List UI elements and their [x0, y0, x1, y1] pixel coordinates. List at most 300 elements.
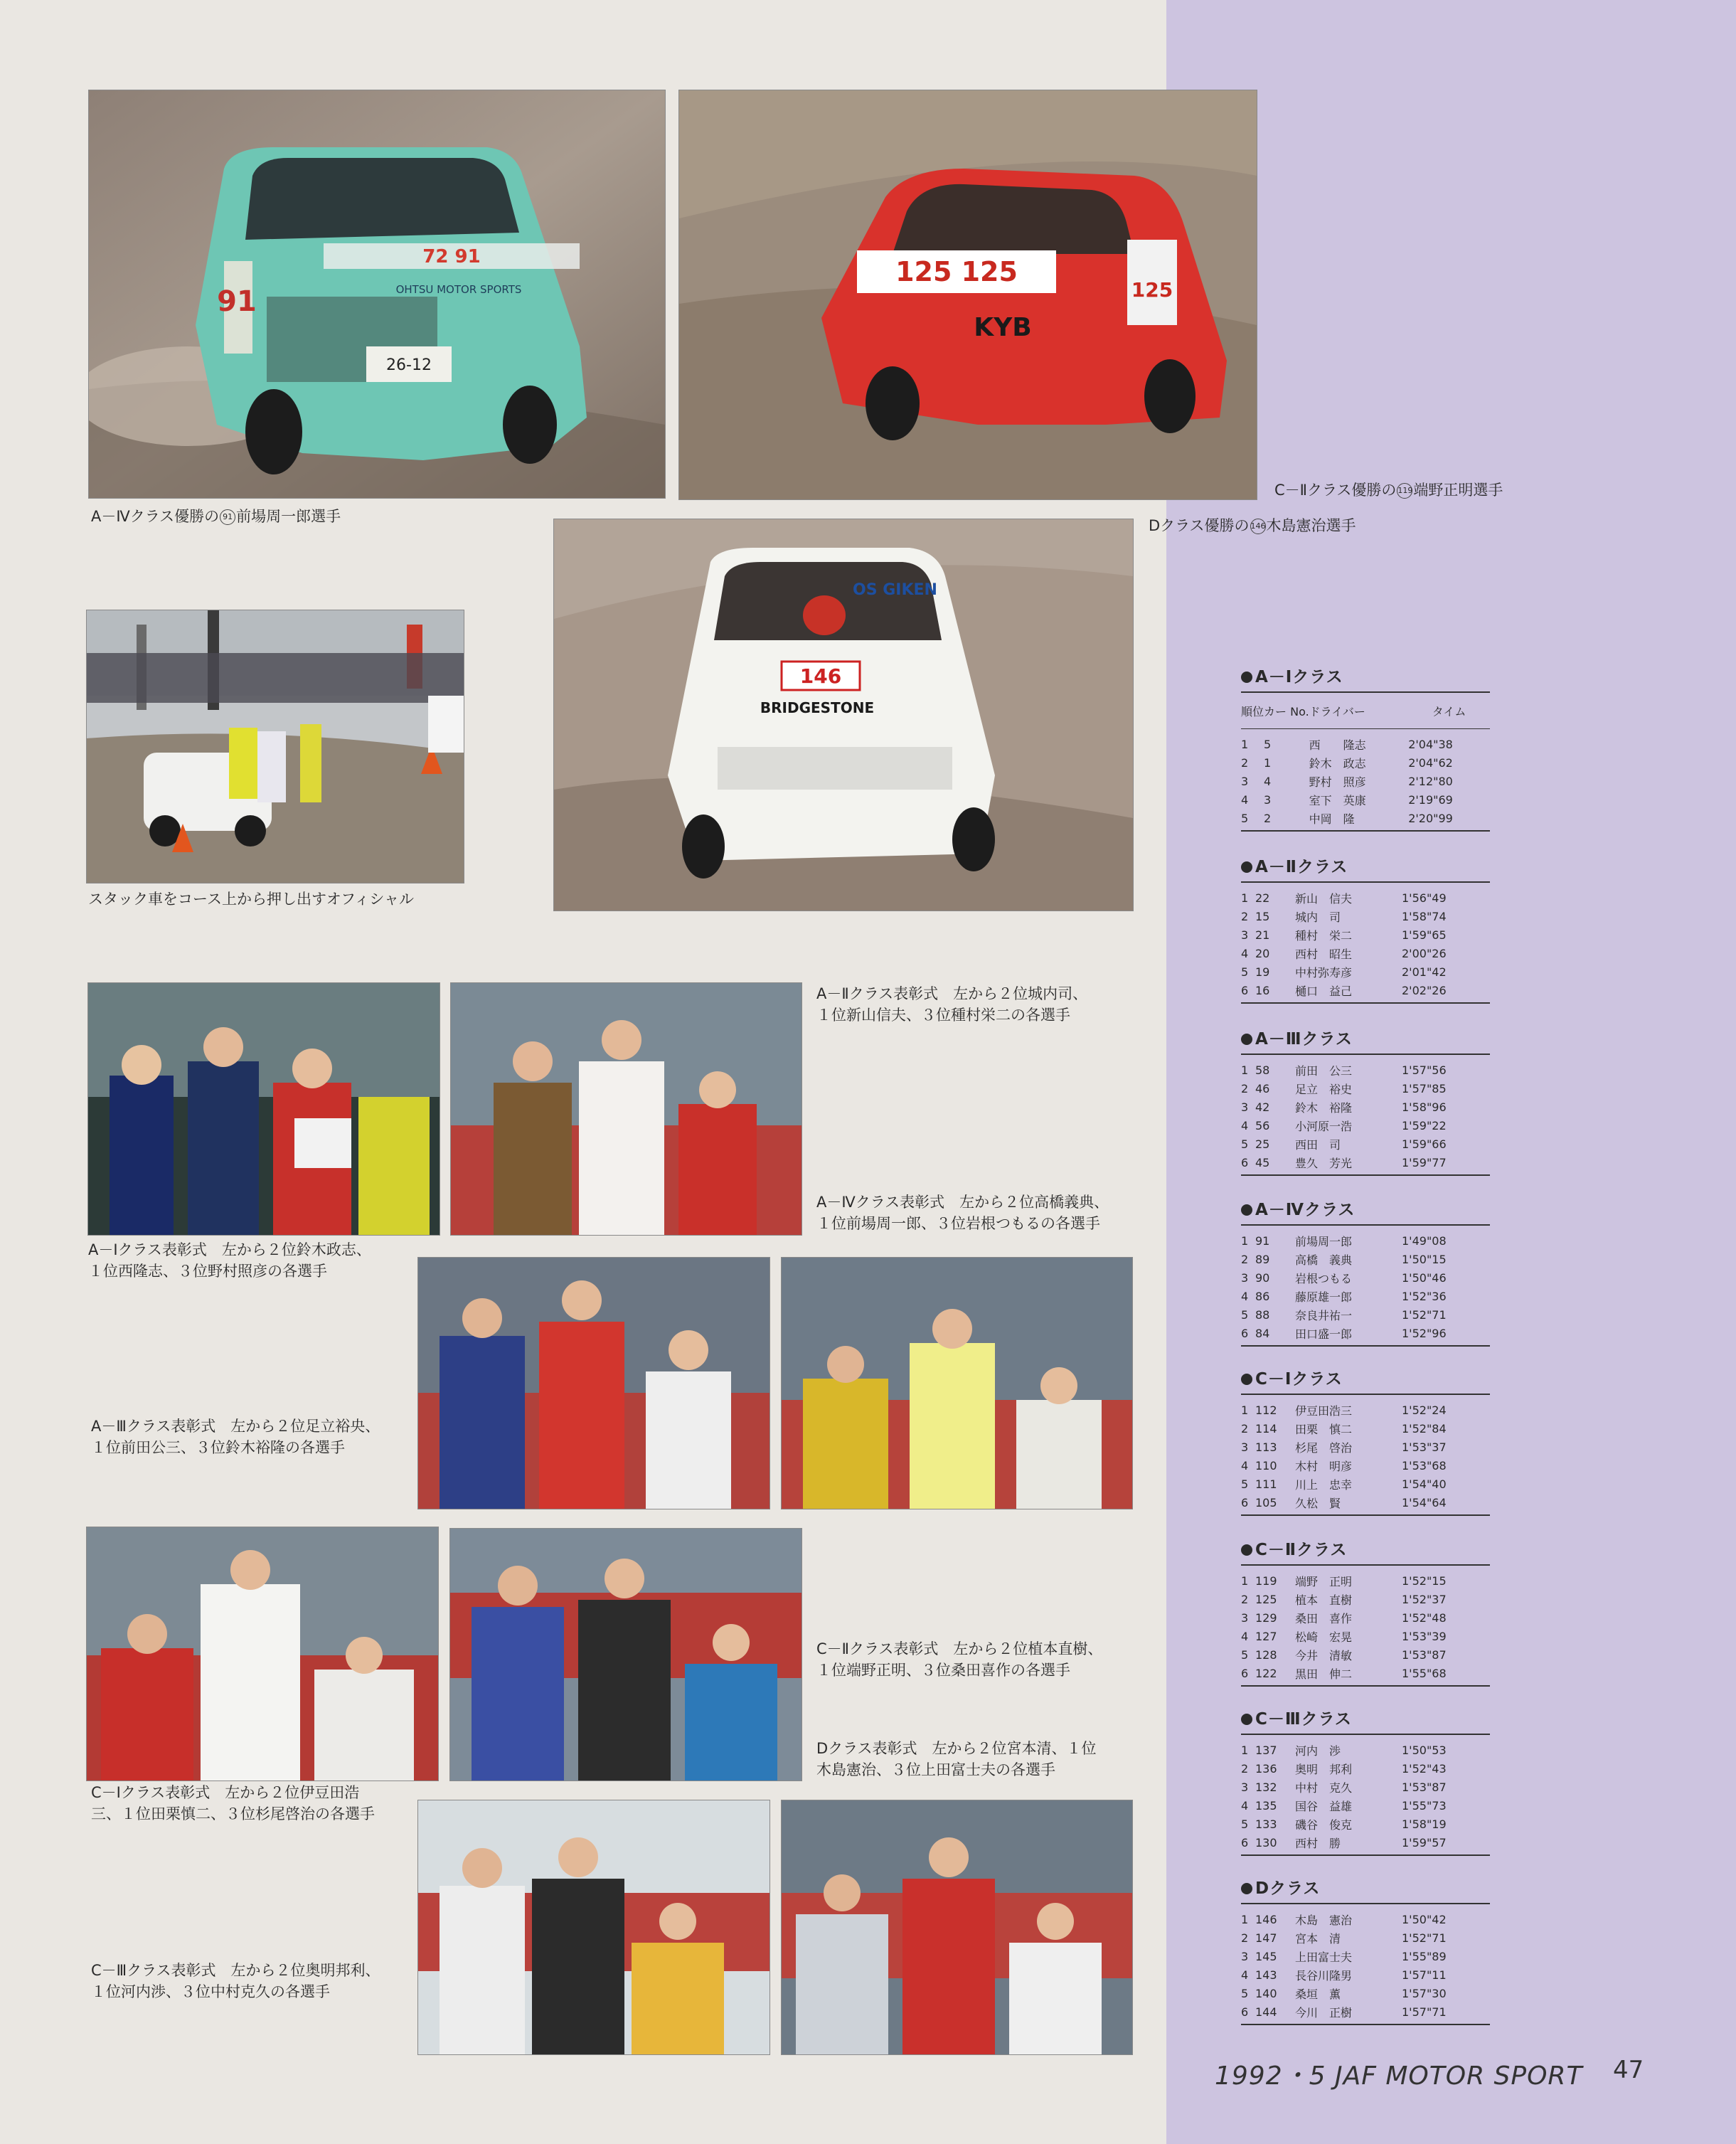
- cell-pos: 3: [1241, 774, 1249, 788]
- cell-tm: 1'59"66: [1402, 1137, 1447, 1151]
- cell-dr: 川上 忠幸: [1295, 1477, 1353, 1492]
- cell-tm: 1'52"84: [1402, 1421, 1447, 1435]
- cell-no: 20: [1255, 946, 1270, 960]
- table-row: [1241, 1135, 1490, 1153]
- table-row: [1241, 1419, 1490, 1438]
- cell-no: 145: [1255, 1949, 1277, 1963]
- cell-dr: 奥明 邦利: [1295, 1762, 1353, 1776]
- results-table: [1241, 1224, 1490, 1347]
- results-class-4: [1241, 1366, 1490, 1516]
- car-number-badge: 91: [220, 509, 235, 525]
- cell-pos: 2: [1241, 755, 1249, 770]
- class-title: A－Ⅲクラス: [1241, 1026, 1490, 1049]
- results-class-0: [1241, 664, 1490, 832]
- cell-tm: 2'02"26: [1402, 983, 1447, 997]
- cell-tm: 1'54"64: [1402, 1495, 1447, 1509]
- cell-pos: 4: [1241, 1629, 1249, 1643]
- cell-pos: 4: [1241, 792, 1249, 807]
- cell-dr: 鈴木 政志: [1309, 756, 1366, 770]
- cell-no: 84: [1255, 1326, 1270, 1340]
- cell-tm: 1'52"96: [1402, 1326, 1447, 1340]
- cell-dr: 木島 憲治: [1295, 1913, 1353, 1927]
- cell-no: 42: [1255, 1100, 1270, 1114]
- cell-tm: 2'04"38: [1408, 737, 1453, 751]
- cell-pos: 3: [1241, 1270, 1249, 1285]
- caption-a1-podium: A－Ⅰクラス表彰式 左から２位鈴木政志、 １位西隆志、３位野村照彦の各選手: [88, 1241, 371, 1280]
- cell-dr: 端野 正明: [1295, 1574, 1353, 1588]
- cell-pos: 6: [1241, 2005, 1249, 2019]
- cell-dr: 田栗 慎二: [1295, 1422, 1353, 1436]
- cell-pos: 2: [1241, 1761, 1249, 1776]
- table-row: [1241, 1394, 1490, 1419]
- cell-no: 19: [1255, 965, 1270, 979]
- table-row: [1241, 1928, 1490, 1947]
- cell-pos: 6: [1241, 1835, 1249, 1850]
- svg-text:26-12: 26-12: [386, 356, 432, 374]
- cell-no: 90: [1255, 1270, 1270, 1285]
- caption-d-winner: Dクラス優勝の 146木島憲治選手: [1149, 517, 1356, 534]
- caption-c2-winner: C－Ⅱクラス優勝の 119端野正明選手: [1274, 482, 1503, 499]
- cell-tm: 1'50"42: [1402, 1912, 1447, 1926]
- header-cell: タイム: [1432, 704, 1466, 718]
- cell-no: 136: [1255, 1761, 1277, 1776]
- caption-c1-podium: C－Ⅰクラス表彰式 左から２位伊豆田浩 三、１位田栗慎二、３位杉尾啓治の各選手: [91, 1784, 375, 1822]
- cell-dr: 西 隆志: [1309, 738, 1366, 752]
- car-number-badge: 119: [1397, 483, 1412, 499]
- cell-pos: 5: [1241, 1647, 1249, 1662]
- class-title: C－Ⅲクラス: [1241, 1706, 1490, 1729]
- cell-dr: 豊久 芳光: [1295, 1156, 1353, 1170]
- table-row: [1241, 1965, 1490, 1984]
- cell-tm: 1'52"71: [1402, 1931, 1447, 1945]
- cell-pos: 1: [1241, 1912, 1249, 1926]
- photo-stuck-car-officials: [86, 610, 464, 883]
- cell-pos: 5: [1241, 1307, 1249, 1322]
- cell-no: 56: [1255, 1118, 1270, 1132]
- cell-pos: 1: [1241, 1403, 1249, 1417]
- results-table: [1241, 691, 1490, 832]
- photo-d-podium: [781, 1800, 1133, 2055]
- photo-c3-podium: [417, 1800, 770, 2055]
- cell-no: 127: [1255, 1629, 1277, 1643]
- table-row: [1241, 1268, 1490, 1287]
- svg-text:125 125: 125 125: [895, 256, 1018, 287]
- table-row: [1241, 1116, 1490, 1135]
- cell-no: 16: [1255, 983, 1270, 997]
- cell-no: 113: [1255, 1440, 1277, 1454]
- cell-no: 110: [1255, 1458, 1277, 1472]
- table-row: [1241, 1796, 1490, 1815]
- results-class-2: [1241, 1026, 1490, 1176]
- cell-pos: 4: [1241, 1458, 1249, 1472]
- magazine-footer: 1992・5 JAF MOTOR SPORT: [1215, 2061, 1583, 2091]
- table-row: [1241, 1438, 1490, 1456]
- cell-tm: 1'52"71: [1402, 1307, 1447, 1322]
- class-title: C－Ⅰクラス: [1241, 1366, 1490, 1389]
- cell-pos: 4: [1241, 1968, 1249, 1982]
- cell-dr: 前田 公三: [1295, 1063, 1353, 1078]
- cell-tm: 2'12"80: [1408, 774, 1453, 788]
- caption-a4-winner: A－Ⅳクラス優勝の 91 前場周一郎選手: [91, 508, 341, 525]
- cell-no: 46: [1255, 1081, 1270, 1095]
- results-class-7: [1241, 1875, 1490, 2025]
- cell-pos: 2: [1241, 1931, 1249, 1945]
- cell-no: 25: [1255, 1137, 1270, 1151]
- page-number: 47: [1613, 2056, 1644, 2084]
- cell-no: 147: [1255, 1931, 1277, 1945]
- svg-text:146: 146: [799, 664, 842, 688]
- cell-dr: 西村 勝: [1295, 1836, 1341, 1850]
- table-row: [1241, 1456, 1490, 1475]
- cell-pos: 2: [1241, 1421, 1249, 1435]
- cell-tm: 1'59"77: [1402, 1155, 1447, 1169]
- results-table: [1241, 1394, 1490, 1516]
- cell-tm: 1'53"87: [1402, 1780, 1447, 1794]
- cell-dr: 今川 正樹: [1295, 2005, 1353, 2020]
- cell-dr: 長谷川隆男: [1295, 1968, 1353, 1983]
- cell-dr: 国谷 益雄: [1295, 1799, 1353, 1813]
- results-class-6: [1241, 1706, 1490, 1856]
- cell-tm: 1'55"73: [1402, 1798, 1447, 1813]
- svg-text:125: 125: [1131, 278, 1173, 302]
- cell-dr: 中村 克久: [1295, 1781, 1353, 1795]
- cell-dr: 中村弥寿彦: [1295, 965, 1353, 980]
- cell-dr: 河内 渉: [1295, 1744, 1341, 1758]
- cell-tm: 1'58"74: [1402, 909, 1447, 923]
- cell-dr: 木村 明彦: [1295, 1459, 1353, 1473]
- cell-pos: 5: [1241, 1986, 1249, 2000]
- table-row: [1241, 1778, 1490, 1796]
- table-row: [1241, 1565, 1490, 1590]
- cell-pos: 3: [1241, 1610, 1249, 1625]
- cell-pos: 2: [1241, 1252, 1249, 1266]
- cell-dr: 田口盛一郎: [1295, 1327, 1353, 1341]
- cell-pos: 4: [1241, 1118, 1249, 1132]
- results-class-3: [1241, 1196, 1490, 1347]
- cell-tm: 2'00"26: [1402, 946, 1447, 960]
- cell-pos: 1: [1241, 1233, 1249, 1248]
- cell-pos: 1: [1241, 1743, 1249, 1757]
- cell-no: 114: [1255, 1421, 1277, 1435]
- cell-pos: 3: [1241, 1100, 1249, 1114]
- results-class-5: [1241, 1537, 1490, 1687]
- cell-dr: 西田 司: [1295, 1137, 1341, 1152]
- cell-pos: 6: [1241, 1155, 1249, 1169]
- caption-a3-podium: A－Ⅲクラス表彰式 左から２位足立裕央、 １位前田公三、３位鈴木裕隆の各選手: [91, 1418, 380, 1456]
- cell-pos: 4: [1241, 1289, 1249, 1303]
- results-table: [1241, 881, 1490, 1004]
- cell-dr: 西村 昭生: [1295, 947, 1353, 961]
- table-row: [1241, 1608, 1490, 1627]
- cell-tm: 1'58"19: [1402, 1817, 1447, 1831]
- cell-pos: 6: [1241, 1326, 1249, 1340]
- caption-c3-podium: C－Ⅲクラス表彰式 左から２位奥明邦利、 １位河内渉、３位中村克久の各選手: [91, 1962, 380, 2000]
- cell-tm: 1'54"40: [1402, 1477, 1447, 1491]
- cell-pos: 1: [1241, 1063, 1249, 1077]
- cell-no: 45: [1255, 1155, 1270, 1169]
- cell-tm: 1'57"30: [1402, 1986, 1447, 2000]
- cell-dr: 高橋 義典: [1295, 1253, 1353, 1267]
- cell-tm: 1'53"87: [1402, 1647, 1447, 1662]
- cell-no: 5: [1264, 737, 1272, 751]
- cell-no: 122: [1255, 1666, 1277, 1680]
- cell-tm: 1'57"71: [1402, 2005, 1447, 2019]
- cell-tm: 1'55"68: [1402, 1666, 1447, 1680]
- cell-tm: 1'52"36: [1402, 1289, 1447, 1303]
- table-row: [1241, 981, 1490, 1003]
- cell-no: 128: [1255, 1647, 1277, 1662]
- cell-tm: 1'59"65: [1402, 928, 1447, 942]
- cell-pos: 5: [1241, 1137, 1249, 1151]
- cell-tm: 1'53"39: [1402, 1629, 1447, 1643]
- cell-dr: 小河原一浩: [1295, 1119, 1353, 1133]
- cell-pos: 6: [1241, 983, 1249, 997]
- bullet-icon: [1241, 1544, 1252, 1556]
- cell-no: 119: [1255, 1573, 1277, 1588]
- cell-no: 2: [1264, 811, 1272, 825]
- class-title: A－Ⅰクラス: [1241, 664, 1490, 687]
- bullet-icon: [1241, 1883, 1252, 1894]
- cell-dr: 今井 清敏: [1295, 1648, 1353, 1662]
- cell-tm: 1'52"43: [1402, 1761, 1447, 1776]
- header-cell: カー No.: [1264, 704, 1309, 718]
- cell-tm: 1'56"49: [1402, 891, 1447, 905]
- table-row: [1241, 1493, 1490, 1515]
- table-row: [1241, 2002, 1490, 2024]
- bullet-icon: [1241, 1374, 1252, 1385]
- cell-dr: 上田富士夫: [1295, 1950, 1353, 1964]
- cell-no: 22: [1255, 891, 1270, 905]
- cell-pos: 2: [1241, 1592, 1249, 1606]
- cell-no: 135: [1255, 1798, 1277, 1813]
- results-table: [1241, 1564, 1490, 1687]
- header-cell: 順位: [1241, 704, 1264, 718]
- cell-pos: 5: [1241, 811, 1249, 825]
- svg-text:OHTSU MOTOR SPORTS: OHTSU MOTOR SPORTS: [395, 283, 522, 296]
- cell-dr: 桑田 喜作: [1295, 1611, 1353, 1625]
- cell-dr: 鈴木 裕隆: [1295, 1100, 1353, 1115]
- table-row: [1241, 1734, 1490, 1759]
- table-row: [1241, 1627, 1490, 1645]
- svg-text:72 91: 72 91: [422, 246, 481, 267]
- cell-no: 15: [1255, 909, 1270, 923]
- cell-tm: 1'58"96: [1402, 1100, 1447, 1114]
- table-header: [1241, 692, 1490, 729]
- cell-pos: 2: [1241, 909, 1249, 923]
- cell-tm: 1'57"11: [1402, 1968, 1447, 1982]
- cell-dr: 新山 信夫: [1295, 891, 1353, 906]
- cell-dr: 伊豆田浩三: [1295, 1403, 1353, 1418]
- cell-tm: 2'20"99: [1408, 811, 1453, 825]
- class-title: Dクラス: [1241, 1875, 1490, 1899]
- table-row: [1241, 1904, 1490, 1928]
- class-title: A－Ⅱクラス: [1241, 854, 1490, 877]
- cell-dr: 種村 栄二: [1295, 928, 1353, 943]
- cell-dr: 植本 直樹: [1295, 1593, 1353, 1607]
- cell-no: 1: [1264, 755, 1272, 770]
- cell-no: 137: [1255, 1743, 1277, 1757]
- table-row: [1241, 1250, 1490, 1268]
- cell-no: 146: [1255, 1912, 1277, 1926]
- bullet-icon: [1241, 1034, 1252, 1045]
- cell-tm: 1'57"85: [1402, 1081, 1447, 1095]
- svg-text:KYB: KYB: [974, 313, 1032, 342]
- cell-dr: 中岡 隆: [1309, 812, 1355, 826]
- table-row: [1241, 1475, 1490, 1493]
- table-row: [1241, 1079, 1490, 1098]
- cell-no: 58: [1255, 1063, 1270, 1077]
- table-row: [1241, 1098, 1490, 1116]
- cell-no: 89: [1255, 1252, 1270, 1266]
- class-title: C－Ⅱクラス: [1241, 1537, 1490, 1560]
- photo-a4-podium: [781, 1257, 1133, 1509]
- caption-stuck-car: スタック車をコース上から押し出すオフィシャル: [88, 891, 415, 908]
- cell-pos: 6: [1241, 1495, 1249, 1509]
- photo-a2-podium: [450, 982, 802, 1236]
- photo-a3-podium: [417, 1257, 770, 1509]
- table-row: [1241, 925, 1490, 944]
- cell-dr: 岩根つもる: [1295, 1271, 1353, 1285]
- cell-tm: 1'59"22: [1402, 1118, 1447, 1132]
- cell-pos: 3: [1241, 1780, 1249, 1794]
- photo-c2-podium: [449, 1528, 802, 1781]
- results-class-1: [1241, 854, 1490, 1004]
- caption-a2-podium: A－Ⅱクラス表彰式 左から２位城内司、 １位新山信夫、３位種村栄二の各選手: [816, 985, 1088, 1024]
- cell-dr: 前場周一郎: [1295, 1234, 1353, 1248]
- cell-pos: 1: [1241, 1573, 1249, 1588]
- cell-tm: 1'50"53: [1402, 1743, 1447, 1757]
- svg-text:91: 91: [217, 285, 257, 318]
- table-row: [1241, 1305, 1490, 1324]
- cell-no: 129: [1255, 1610, 1277, 1625]
- cell-no: 112: [1255, 1403, 1277, 1417]
- cell-tm: 1'50"46: [1402, 1270, 1447, 1285]
- cell-no: 86: [1255, 1289, 1270, 1303]
- car-number-badge: 146: [1250, 519, 1266, 534]
- table-row: [1241, 1833, 1490, 1855]
- results-table: [1241, 1734, 1490, 1856]
- photo-a1-podium: [87, 982, 440, 1236]
- caption-c2-podium: C－Ⅱクラス表彰式 左から２位植本直樹、 １位端野正明、３位桑田喜作の各選手: [816, 1640, 1103, 1679]
- cell-tm: 1'59"57: [1402, 1835, 1447, 1850]
- photo-c1-podium: [86, 1527, 439, 1781]
- table-row: [1241, 1984, 1490, 2002]
- cell-no: 125: [1255, 1592, 1277, 1606]
- cell-tm: 1'52"15: [1402, 1573, 1447, 1588]
- table-row: [1241, 790, 1490, 809]
- table-row: [1241, 753, 1490, 772]
- cell-tm: 1'52"37: [1402, 1592, 1447, 1606]
- svg-text:OS GIKEN: OS GIKEN: [853, 581, 937, 599]
- cell-pos: 6: [1241, 1666, 1249, 1680]
- table-row: [1241, 1645, 1490, 1664]
- cell-dr: 杉尾 啓治: [1295, 1440, 1353, 1455]
- cell-no: 88: [1255, 1307, 1270, 1322]
- cell-tm: 2'01"42: [1402, 965, 1447, 979]
- table-row: [1241, 1153, 1490, 1175]
- cell-tm: 1'50"15: [1402, 1252, 1447, 1266]
- photo-c2-winner-car: [678, 90, 1257, 500]
- class-title: A－Ⅳクラス: [1241, 1196, 1490, 1220]
- cell-pos: 1: [1241, 891, 1249, 905]
- cell-no: 144: [1255, 2005, 1277, 2019]
- cell-tm: 2'04"62: [1408, 755, 1453, 770]
- cell-tm: 1'52"24: [1402, 1403, 1447, 1417]
- cell-tm: 1'49"08: [1402, 1233, 1447, 1248]
- table-row: [1241, 907, 1490, 925]
- cell-dr: 松崎 宏晃: [1295, 1630, 1353, 1644]
- cell-no: 91: [1255, 1233, 1270, 1248]
- cell-tm: 1'53"37: [1402, 1440, 1447, 1454]
- table-row: [1241, 1815, 1490, 1833]
- table-row: [1241, 1947, 1490, 1965]
- cell-dr: 久松 賢: [1295, 1496, 1341, 1510]
- cell-no: 130: [1255, 1835, 1277, 1850]
- cell-no: 140: [1255, 1986, 1277, 2000]
- cell-tm: 1'53"68: [1402, 1458, 1447, 1472]
- cell-pos: 2: [1241, 1081, 1249, 1095]
- table-row: [1241, 1054, 1490, 1079]
- results-table: [1241, 1903, 1490, 2025]
- bullet-icon: [1241, 1204, 1252, 1216]
- photo-a4-winner-car: [88, 90, 666, 499]
- cell-no: 132: [1255, 1780, 1277, 1794]
- cell-dr: 桑垣 薫: [1295, 1987, 1341, 2001]
- cell-tm: 1'55"89: [1402, 1949, 1447, 1963]
- bullet-icon: [1241, 1714, 1252, 1725]
- table-row: [1241, 729, 1490, 754]
- cell-dr: 黒田 伸二: [1295, 1667, 1353, 1681]
- cell-dr: 奈良井祐一: [1295, 1308, 1353, 1322]
- cell-no: 3: [1264, 792, 1272, 807]
- cell-pos: 1: [1241, 737, 1249, 751]
- results-table: [1241, 1054, 1490, 1176]
- cell-no: 143: [1255, 1968, 1277, 1982]
- cell-dr: 城内 司: [1295, 910, 1341, 924]
- cell-dr: 樋口 益己: [1295, 984, 1353, 998]
- caption-d-podium: Dクラス表彰式 左から２位宮本清、１位 木島憲治、３位上田富士夫の各選手: [816, 1740, 1097, 1778]
- cell-dr: 足立 裕史: [1295, 1082, 1353, 1096]
- bullet-icon: [1241, 672, 1252, 683]
- cell-dr: 野村 照彦: [1309, 775, 1366, 789]
- cell-no: 105: [1255, 1495, 1277, 1509]
- table-row: [1241, 1664, 1490, 1686]
- cell-dr: 宮本 清: [1295, 1931, 1341, 1946]
- table-row: [1241, 1287, 1490, 1305]
- cell-tm: 1'57"56: [1402, 1063, 1447, 1077]
- photo-d-winner-car: [553, 519, 1134, 911]
- cell-pos: 5: [1241, 965, 1249, 979]
- table-row: [1241, 1759, 1490, 1778]
- table-row: [1241, 1590, 1490, 1608]
- cell-pos: 3: [1241, 1949, 1249, 1963]
- table-row: [1241, 772, 1490, 790]
- cell-tm: 1'52"48: [1402, 1610, 1447, 1625]
- table-row: [1241, 1225, 1490, 1250]
- cell-pos: 5: [1241, 1817, 1249, 1831]
- table-row: [1241, 944, 1490, 962]
- cell-pos: 5: [1241, 1477, 1249, 1491]
- cell-pos: 3: [1241, 928, 1249, 942]
- svg-text:BRIDGESTONE: BRIDGESTONE: [760, 699, 875, 716]
- cell-no: 4: [1264, 774, 1272, 788]
- table-row: [1241, 962, 1490, 981]
- cell-pos: 3: [1241, 1440, 1249, 1454]
- table-row: [1241, 882, 1490, 907]
- cell-dr: 藤原雄一郎: [1295, 1290, 1353, 1304]
- cell-no: 21: [1255, 928, 1270, 942]
- cell-dr: 磯谷 俊克: [1295, 1817, 1353, 1832]
